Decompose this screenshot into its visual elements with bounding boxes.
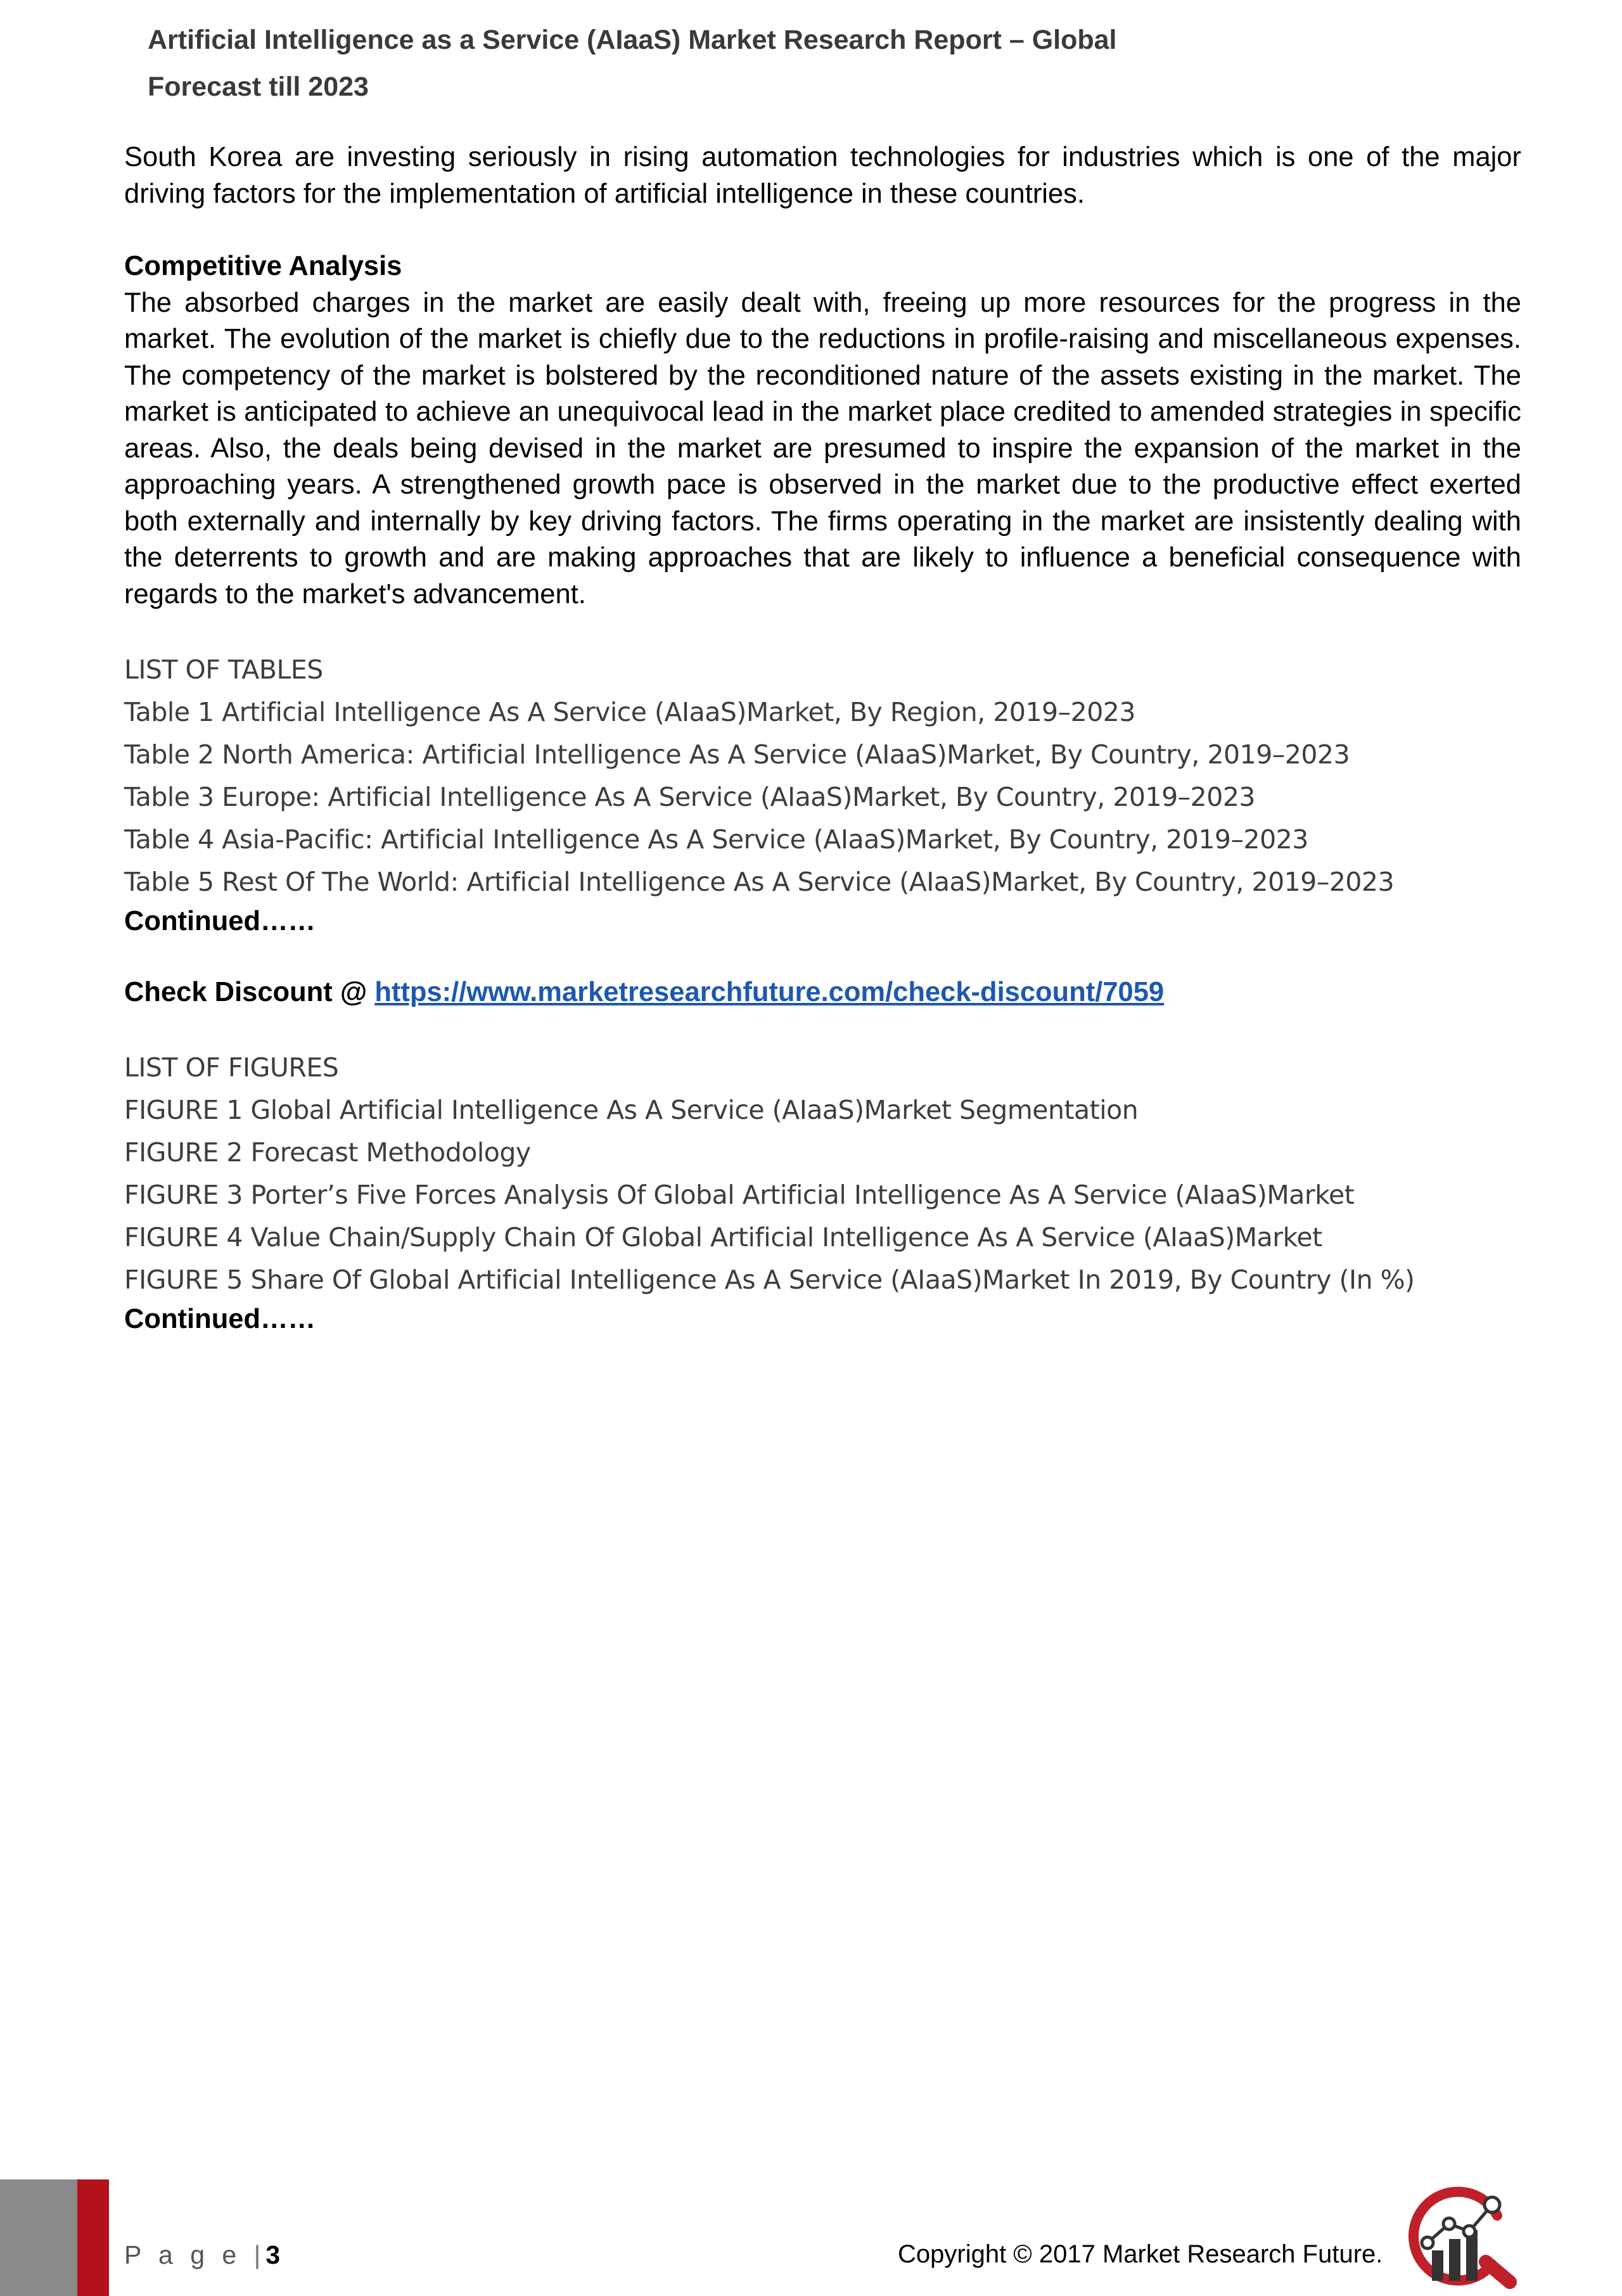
competitive-analysis-heading: Competitive Analysis: [124, 251, 402, 281]
list-of-tables-heading: LIST OF TABLES: [124, 654, 323, 685]
table-list-item: Table 4 Asia-Pacific: Artificial Intelligence As A Service (AIaaS)Market, By Country, 2019–2023: [124, 824, 1308, 855]
report-header: [148, 16, 1225, 110]
intro-paragraph: South Korea are investing seriously in rising automation technologies for industries which is one of the major driving factors for the implementation of artificial intelligence in these countries.: [124, 142, 1521, 209]
market-research-future-logo-icon: [1397, 2181, 1524, 2292]
figure-list-item: FIGURE 5 Share Of Global Artificial Intelligence As A Service (AIaaS)Market In 2019, By Country (In %): [124, 1265, 1415, 1295]
figures-continued: Continued……: [124, 1304, 316, 1334]
report-title-line-1: Artificial Intelligence as a Service (AIaaS) Market Research Report – Global: [148, 25, 1117, 55]
figure-list-item: FIGURE 1 Global Artificial Intelligence As A Service (AIaaS)Market Segmentation: [124, 1095, 1139, 1125]
footer-red-bar: [77, 2179, 109, 2296]
copyright-text: Copyright © 2017 Market Research Future.: [898, 2240, 1383, 2268]
figure-list-item: FIGURE 3 Porter’s Five Forces Analysis Of Global Artificial Intelligence As A Service (AIaaS)Market: [124, 1180, 1355, 1210]
competitive-analysis-body: The absorbed charges in the market are easily dealt with, freeing up more resources for the progress in the market. The evolution of the market is chiefly due to the reductions in profile-raising and miscellaneous expenses. The competency of the market is bolstered by the reconditioned nature of the assets existing in the market. The market is anticipated to achieve an unequivocal lead in the market place credited to amended strategies in specific areas. Also, the deals being devised in the market are presumed to inspire the expansion of the market in the approaching years. A strengthened growth pace is observed in the market due to the productive effect exerted both externally and internally by key driving factors. The firms operating in the market are insistently dealing with the deterrents to growth and are making approaches that are likely to influence a beneficial consequence with regards to the market's advancement.: [124, 287, 1521, 609]
check-discount-line: [124, 974, 1521, 1011]
tables-continued: Continued……: [124, 906, 316, 936]
table-list-item: Table 3 Europe: Artificial Intelligence As A Service (AIaaS)Market, By Country, 2019–2023: [124, 782, 1256, 812]
figure-list-item: FIGURE 2 Forecast Methodology: [124, 1137, 531, 1168]
list-of-figures: [124, 1089, 1521, 1301]
list-of-figures-heading: LIST OF FIGURES: [124, 1052, 339, 1083]
figure-list-item: FIGURE 4 Value Chain/Supply Chain Of Global Artificial Intelligence As A Service (AIaaS)Market: [124, 1222, 1322, 1253]
table-list-item: Table 2 North America: Artificial Intelligence As A Service (AIaaS)Market, By Country, 2019–2023: [124, 739, 1350, 770]
page-content: [124, 139, 1521, 1337]
footer-grey-bar: [0, 2179, 77, 2296]
page-number: 3: [265, 2240, 281, 2269]
table-list-item: Table 1 Artificial Intelligence As A Service (AIaaS)Market, By Region, 2019–2023: [124, 697, 1135, 727]
check-discount-label: Check Discount @: [124, 977, 375, 1007]
check-discount-link[interactable]: https://www.marketresearchfuture.com/check-discount/7059: [374, 977, 1165, 1007]
page-number-label: [124, 2240, 280, 2270]
page-word: P a g e: [124, 2240, 242, 2269]
report-title-line-2: Forecast till 2023: [148, 72, 369, 102]
page-separator: |: [241, 2240, 266, 2269]
list-of-tables: [124, 691, 1521, 903]
table-list-item: Table 5 Rest Of The World: Artificial Intelligence As A Service (AIaaS)Market, By Country, 2019–2023: [124, 867, 1395, 897]
